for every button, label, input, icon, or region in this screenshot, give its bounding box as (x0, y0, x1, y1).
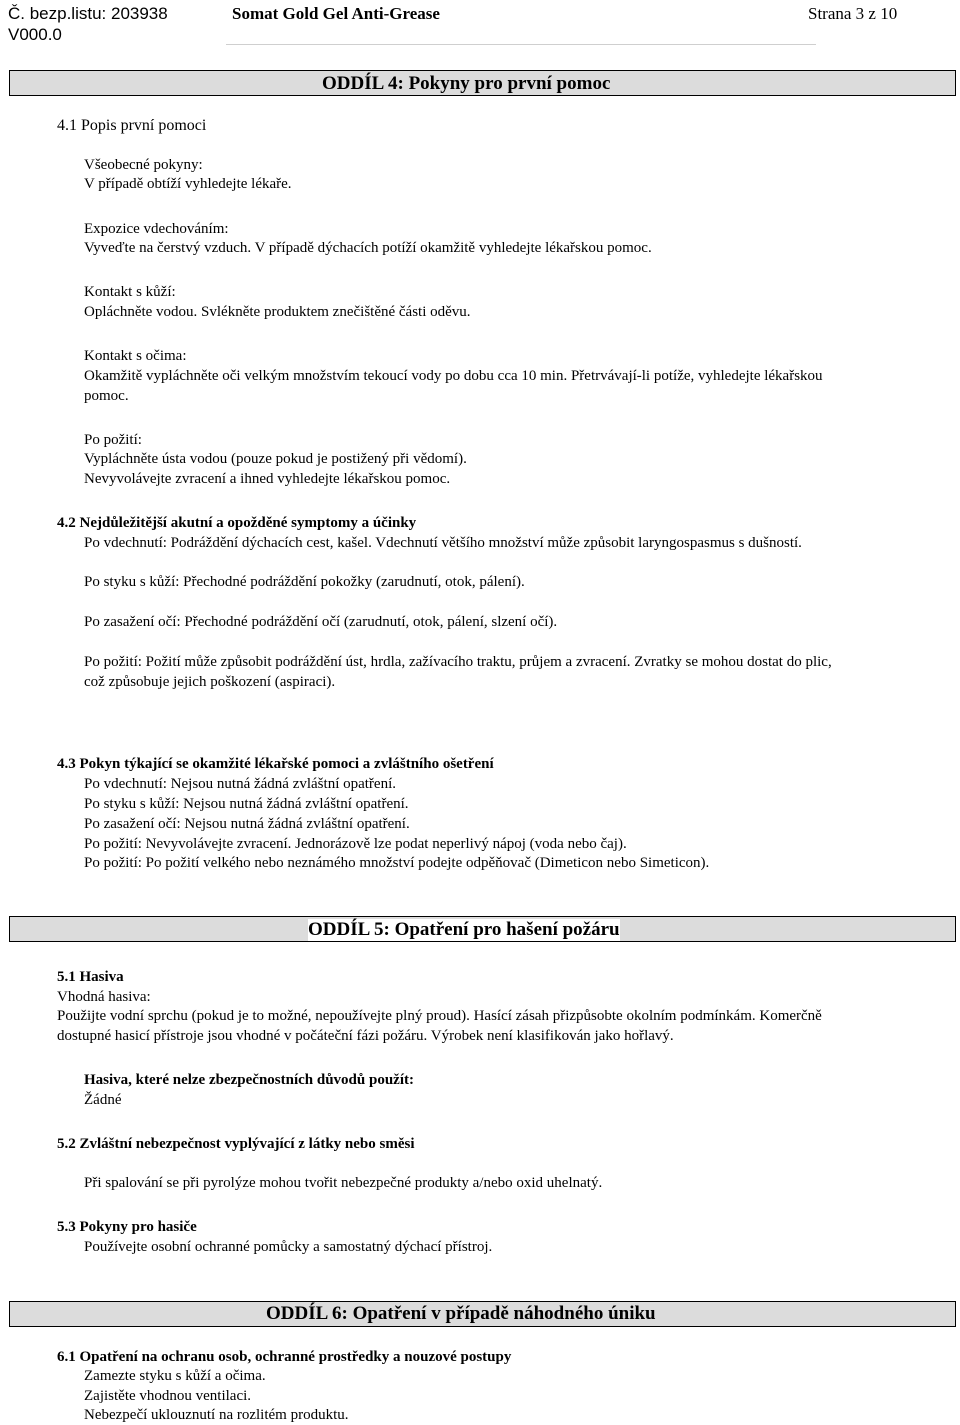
treatment-inhalation: Po vdechnutí: Nejsou nutná žádná zvláštní opatření. (84, 776, 397, 792)
symptom-skin: Po styku s kůží: Přechodné podráždění pokožky (zarudnutí, otok, pálení). (84, 574, 525, 590)
inhalation-text: Vyveďte na čerstvý vzduch. V případě dýchacích potíží okamžitě vyhledejte lékařskou pomoc. (84, 240, 652, 256)
ingestion-label: Po požití: (84, 432, 142, 448)
symptom-ingestion-cont: což způsobuje jejich poškození (aspiraci). (84, 674, 336, 690)
document-version: V000.0 (8, 25, 62, 44)
treatment-eyes: Po zasažení očí: Nejsou nutná žádná zvláštní opatření. (84, 816, 410, 832)
inhalation-label: Expozice vdechováním: (84, 221, 229, 237)
product-name: Somat Gold Gel Anti-Grease (232, 4, 440, 23)
section-6-title: ODDÍL 6: Opatření v případě náhodného úniku (266, 1303, 656, 1324)
section-4-title: ODDÍL 4: Pokyny pro první pomoc (322, 73, 611, 94)
subsection-5-2-heading: 5.2 Zvláštní nebezpečnost vyplývající z látky nebo směsi (57, 1136, 415, 1152)
document-number: Č. bezp.listu: 203938 (8, 4, 168, 23)
suitable-media-label: Vhodná hasiva: (57, 989, 151, 1005)
suitable-media-text: Použijte vodní sprchu (pokud je to možné, nepoužívejte plný proud). Hasící zásah přizpůsobte okolním podmínkám. Komerčně (57, 1008, 822, 1024)
unsuitable-media-label: Hasiva, které nelze zbezpečnostních důvodů použít: (84, 1072, 414, 1088)
suitable-media-text-cont: dostupné hasicí přístroje jsou vhodné v počáteční fázi požáru. Výrobek není klasifikován jako hořlavý. (57, 1028, 674, 1044)
symptom-inhalation: Po vdechnutí: Podráždění dýchacích cest, kašel. Vdechnutí většího množství může způsobit laryngospasmus s dušností. (84, 535, 802, 551)
unsuitable-media-text: Žádné (84, 1092, 122, 1108)
eye-contact-label: Kontakt s očima: (84, 348, 187, 364)
general-instructions-label: Všeobecné pokyny: (84, 157, 203, 173)
symptom-ingestion: Po požití: Požití může způsobit podráždění úst, hrdla, zažívacího traktu, průjem a zvracení. Zvratky se mohou dostat do plic, (84, 654, 832, 670)
page-number: Strana 3 z 10 (808, 4, 898, 23)
treatment-skin: Po styku s kůží: Nejsou nutná žádná zvláštní opatření. (84, 796, 409, 812)
eye-contact-text: Okamžitě vypláchněte oči velkým množstvím tekoucí vody po dobu cca 10 min. Přetrvávají-li potíže, vyhledejte lékařskou (84, 368, 823, 384)
header-rule (226, 44, 816, 45)
subsection-5-1-heading: 5.1 Hasiva (57, 969, 124, 985)
eye-contact-text-cont: pomoc. (84, 388, 129, 404)
subsection-4-2-heading: 4.2 Nejdůležitější akutní a opožděné symptomy a účinky (57, 515, 417, 531)
personal-precaution-2: Zajistěte vhodnou ventilaci. (84, 1388, 252, 1404)
subsection-4-1-heading: 4.1 Popis první pomoci (57, 117, 207, 134)
subsection-5-3-heading: 5.3 Pokyny pro hasiče (57, 1219, 197, 1235)
ingestion-text-cont: Nevyvolávejte zvracení a ihned vyhledejte lékařskou pomoc. (84, 471, 451, 487)
section-5-title: ODDÍL 5: Opatření pro hašení požáru (308, 919, 620, 940)
personal-precaution-3: Nebezpečí uklouznutí na rozlitém produktu. (84, 1407, 349, 1423)
special-hazards-text: Při spalování se při pyrolýze mohou tvořit nebezpečné produkty a/nebo oxid uhelnatý. (84, 1175, 603, 1191)
firefighter-advice-text: Používejte osobní ochranné pomůcky a samostatný dýchací přístroj. (84, 1239, 493, 1255)
treatment-ingestion: Po požití: Nevyvolávejte zvracení. Jednorázově lze podat neperlivý nápoj (voda nebo čaj). (84, 836, 627, 852)
skin-contact-text: Opláchněte vodou. Svlékněte produktem znečištěné části oděvu. (84, 304, 471, 320)
symptom-eyes: Po zasažení očí: Přechodné podráždění očí (zarudnutí, otok, pálení, slzení očí). (84, 614, 558, 630)
subsection-6-1-heading: 6.1 Opatření na ochranu osob, ochranné prostředky a nouzové postupy (57, 1349, 512, 1365)
personal-precaution-1: Zamezte styku s kůží a očima. (84, 1368, 266, 1384)
treatment-ingestion-large: Po požití: Po požití velkého nebo neznámého množství podejte odpěňovač (Dimeticon nebo Simeticon). (84, 855, 710, 871)
general-instructions-text: V případě obtíží vyhledejte lékaře. (84, 176, 292, 192)
skin-contact-label: Kontakt s kůží: (84, 284, 176, 300)
ingestion-text: Vypláchněte ústa vodou (pouze pokud je postižený při vědomí). (84, 451, 467, 467)
subsection-4-3-heading: 4.3 Pokyn týkající se okamžité lékařské pomoci a zvláštního ošetření (57, 756, 494, 772)
